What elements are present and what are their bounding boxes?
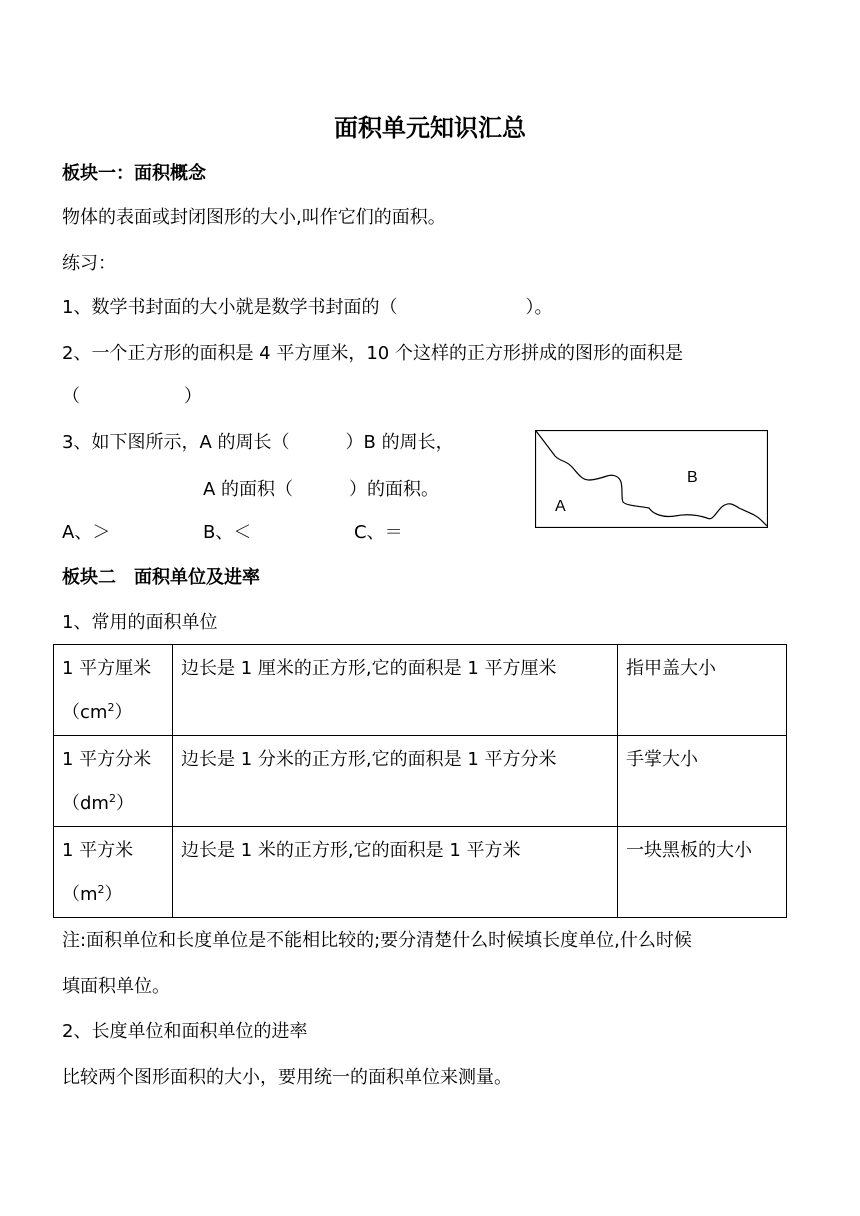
q2-close-paren: ） <box>184 386 202 407</box>
option-c[interactable]: C、＝ <box>354 522 403 543</box>
option-b[interactable]: B、＜ <box>203 522 252 543</box>
practice-label: 练习： <box>62 253 116 274</box>
unit-example: 一块黑板的大小 <box>618 827 787 918</box>
label-a: A <box>555 498 566 515</box>
conversion-heading: 2、长度单位和面积单位的进率 <box>62 1021 308 1042</box>
table-row <box>54 827 787 918</box>
unit-example: 手掌大小 <box>618 736 787 827</box>
unit-cell <box>54 645 173 736</box>
q3-text-d: ）的面积。 <box>349 479 440 500</box>
figure-border <box>536 431 768 528</box>
table-row <box>54 736 787 827</box>
note-line-2: 填面积单位。 <box>62 976 170 997</box>
unit-symbol: $(cm^2)$ <box>62 701 133 723</box>
unit-example: 指甲盖大小 <box>618 645 787 736</box>
unit-name: 1 平方米 <box>62 840 134 861</box>
question-3-line2 <box>203 478 439 502</box>
unit-description: 边长是 1 米的正方形,它的面积是 1 平方米 <box>173 827 618 918</box>
common-units-heading: 1、常用的面积单位 <box>62 612 218 633</box>
question-1 <box>62 296 552 320</box>
unit-symbol: $(m^2)$ <box>62 883 123 905</box>
unit-description: 边长是 1 厘米的正方形,它的面积是 1 平方厘米 <box>173 645 618 736</box>
question-3-line1 <box>62 431 454 455</box>
unit-cell <box>54 736 173 827</box>
table-row <box>54 645 787 736</box>
q3-text-c: A 的面积（ <box>203 479 294 500</box>
unit-name: 1 平方厘米 <box>62 658 152 679</box>
label-b: B <box>687 469 698 486</box>
unit-cell <box>54 827 173 918</box>
question-2-line2 <box>62 385 202 409</box>
area-units-table <box>53 644 787 918</box>
unit-name: 1 平方分米 <box>62 749 152 770</box>
q1-text: 1、数学书封面的大小就是数学书封面的（ <box>62 297 398 318</box>
area-definition: 物体的表面或封闭图形的大小,叫作它们的面积。 <box>62 207 446 228</box>
dividing-curve <box>536 431 767 526</box>
rectangle-divided-diagram <box>535 430 768 528</box>
q2-open-paren: （ <box>62 386 80 407</box>
comparison-text: 比较两个图形面积的大小，要用统一的面积单位来测量。 <box>62 1067 512 1088</box>
q3-text-a: 3、如下图所示，A 的周长（ <box>62 432 290 453</box>
q1-text-end: ）。 <box>525 297 553 318</box>
option-a[interactable]: A、＞ <box>62 522 111 543</box>
note-line-1: 注:面积单位和长度单位是不能相比较的;要分清楚什么时候填长度单位,什么时候 <box>62 930 692 951</box>
q3-text-b: ）B 的周长， <box>345 432 454 453</box>
section1-heading: 板块一：面积概念 <box>62 163 206 184</box>
shape-figure <box>535 430 768 528</box>
question-2-line1: 2、一个正方形的面积是 4 平方厘米，10 个这样的正方形拼成的图形的面积是 <box>62 343 683 364</box>
section2-heading: 板块二 面积单位及进率 <box>62 567 260 588</box>
page-title: 面积单元知识汇总 <box>334 114 526 142</box>
unit-description: 边长是 1 分米的正方形,它的面积是 1 平方分米 <box>173 736 618 827</box>
unit-symbol: $(dm^2)$ <box>62 792 134 814</box>
